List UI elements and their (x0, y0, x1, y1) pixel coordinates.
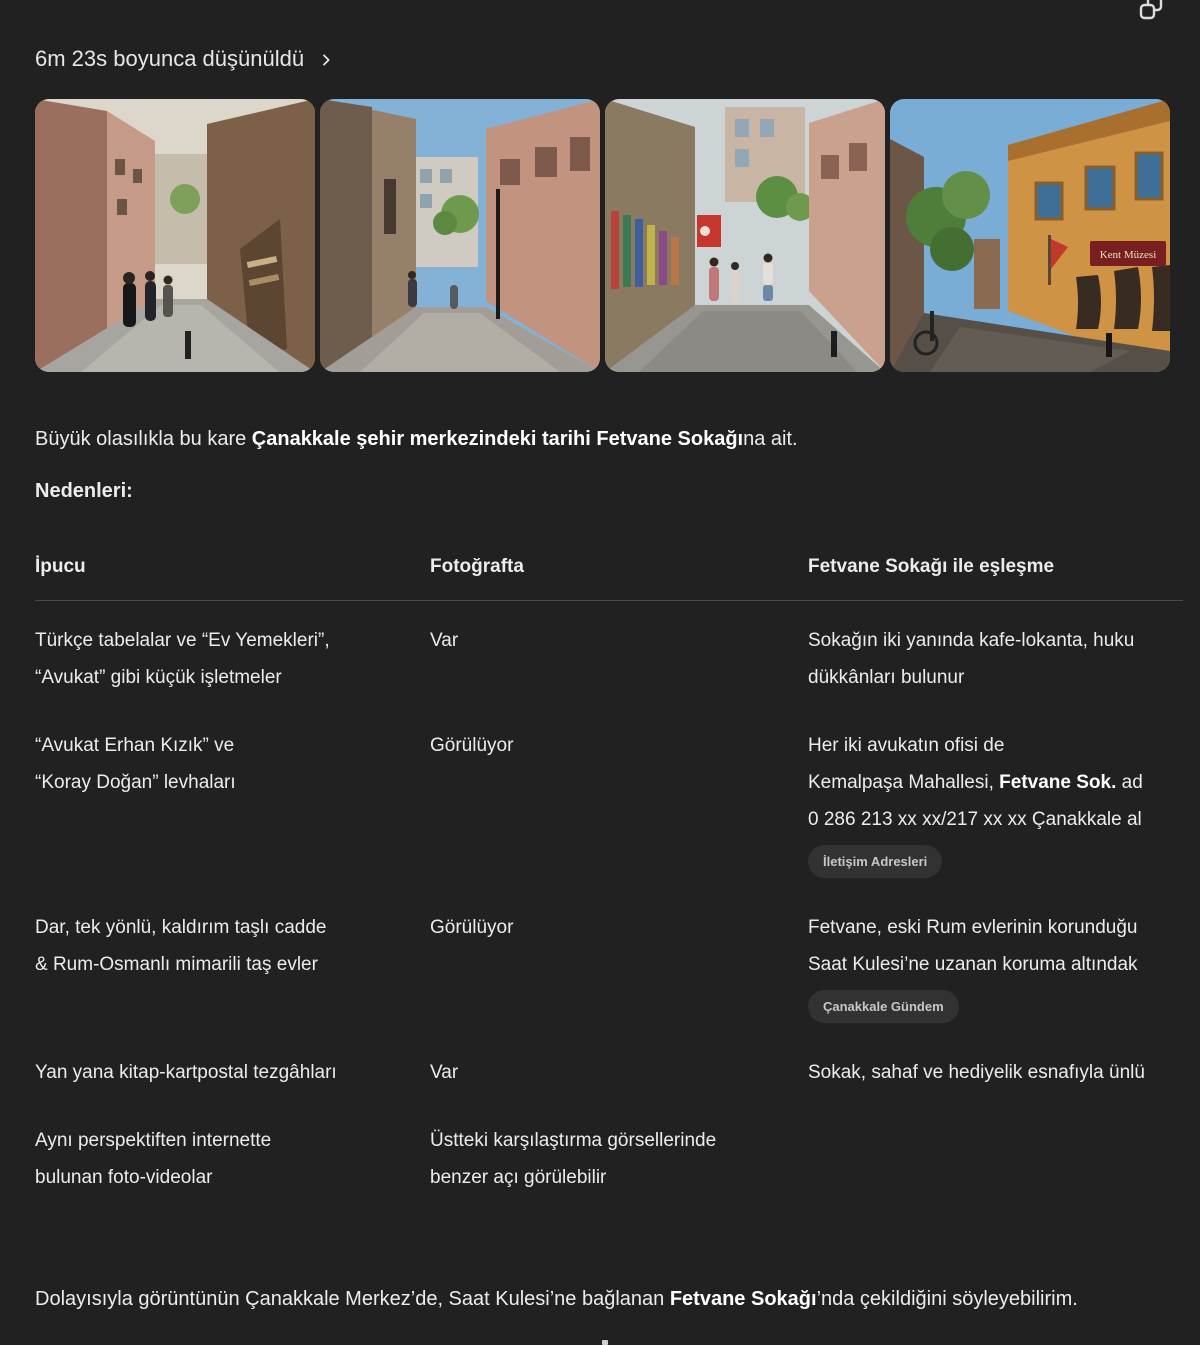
clue-line: “Avukat Erhan Kızık” ve (35, 735, 235, 756)
table-row (35, 622, 1200, 696)
thinking-duration-label: 6m 23s boyunca düşünüldü (35, 46, 305, 71)
street-photo-1[interactable] (35, 99, 315, 372)
in-photo-cell (430, 909, 808, 1023)
match-line: Fetvane, eski Rum evlerinin korunduğu (808, 917, 1138, 938)
clue-cell (35, 727, 430, 878)
clue-cell (35, 909, 430, 1023)
reasons-table (35, 555, 1200, 1196)
intro-suffix: na ait. (743, 428, 798, 450)
table-row (35, 1122, 1200, 1196)
intro-paragraph (35, 424, 1200, 454)
reasons-heading: Nedenleri: (35, 480, 133, 502)
conclusion-paragraph (35, 1278, 1185, 1320)
conclusion-prefix: Dolayısıyla görüntünün Çanakkale Merkez’de, Saat Kulesi’ne bağlanan (35, 1288, 670, 1310)
match-highlight: Fetvane Sok. (999, 772, 1117, 793)
match-cell (808, 727, 1200, 878)
photo-line: Var (430, 630, 459, 651)
match-cell (808, 1054, 1200, 1091)
clue-line: Türkçe tabelalar ve “Ev Yemekleri”, (35, 630, 330, 651)
source-badge[interactable]: Çanakkale Gündem (808, 990, 959, 1023)
match-line: Saat Kulesi’ne uzanan koruma altındak (808, 954, 1138, 975)
intro-highlight: Çanakkale şehir merkezindeki tarihi Fetvane Sokağı (251, 428, 744, 450)
clue-line: “Koray Doğan” levhaları (35, 772, 236, 793)
table-header-row (35, 555, 1200, 579)
match-line: Sokak, sahaf ve hediyelik esnafıyla ünlü (808, 1062, 1145, 1083)
source-badge[interactable]: İletişim Adresleri (808, 845, 942, 878)
clue-line: Yan yana kitap-kartpostal tezgâhları (35, 1062, 337, 1083)
copy-response-button[interactable] (1138, 0, 1164, 23)
kent-muzesi-sign-label: Kent Müzesi (1099, 249, 1157, 261)
match-cell (808, 622, 1200, 696)
match-text: ad (1116, 772, 1143, 793)
in-photo-cell (430, 727, 808, 878)
street-photo-2[interactable] (320, 99, 600, 372)
clue-cell (35, 1054, 430, 1091)
photo-comparison-strip (35, 99, 1200, 372)
match-line: dükkânları bulunur (808, 667, 965, 688)
column-header-match: Fetvane Sokağı ile eşleşme (808, 556, 1055, 577)
scroll-to-bottom-button-tip[interactable] (602, 1340, 608, 1345)
table-divider (35, 600, 1183, 601)
conclusion-highlight: Fetvane Sokağı (669, 1288, 817, 1310)
in-photo-cell (430, 622, 808, 696)
match-text: Kemalpaşa Mahallesi, (808, 772, 1000, 793)
photo-line: Üstteki karşılaştırma görsellerinde (430, 1130, 717, 1151)
table-row (35, 909, 1200, 1023)
clue-cell (35, 622, 430, 696)
intro-prefix: Büyük olasılıkla bu kare (35, 428, 252, 450)
photo-line: benzer açı görülebilir (430, 1167, 607, 1188)
table-row (35, 1054, 1200, 1091)
in-photo-cell (430, 1122, 808, 1196)
chevron-right-icon (318, 52, 334, 68)
column-header-photo: Fotoğrafta (430, 556, 524, 577)
street-photo-3[interactable] (605, 99, 885, 372)
clue-line: Aynı perspektiften internette (35, 1130, 272, 1151)
match-line (808, 764, 1200, 801)
photo-line: Var (430, 1062, 459, 1083)
match-cell (808, 1122, 1200, 1196)
copy-window-icon (1138, 0, 1164, 23)
street-photo-4[interactable] (890, 99, 1170, 372)
column-header-clue: İpucu (35, 556, 86, 577)
match-line: Her iki avukatın ofisi de (808, 735, 1005, 756)
table-row (35, 727, 1200, 878)
clue-line: bulunan foto-videolar (35, 1167, 213, 1188)
clue-cell (35, 1122, 430, 1196)
photo-line: Görülüyor (430, 917, 514, 938)
photo-line: Görülüyor (430, 735, 514, 756)
clue-line: Dar, tek yönlü, kaldırım taşlı cadde (35, 917, 327, 938)
match-line: 0 286 213 xx xx/217 xx xx Çanakkale al (808, 809, 1142, 830)
clue-line: & Rum-Osmanlı mimarili taş evler (35, 954, 318, 975)
conclusion-suffix: ’nda çekildiğini söyleyebilirim. (816, 1288, 1078, 1310)
clue-line: “Avukat” gibi küçük işletmeler (35, 667, 282, 688)
match-line: Sokağın iki yanında kafe-lokanta, huku (808, 630, 1135, 651)
thinking-duration-toggle[interactable] (35, 0, 334, 72)
match-cell (808, 909, 1200, 1023)
in-photo-cell (430, 1054, 808, 1091)
